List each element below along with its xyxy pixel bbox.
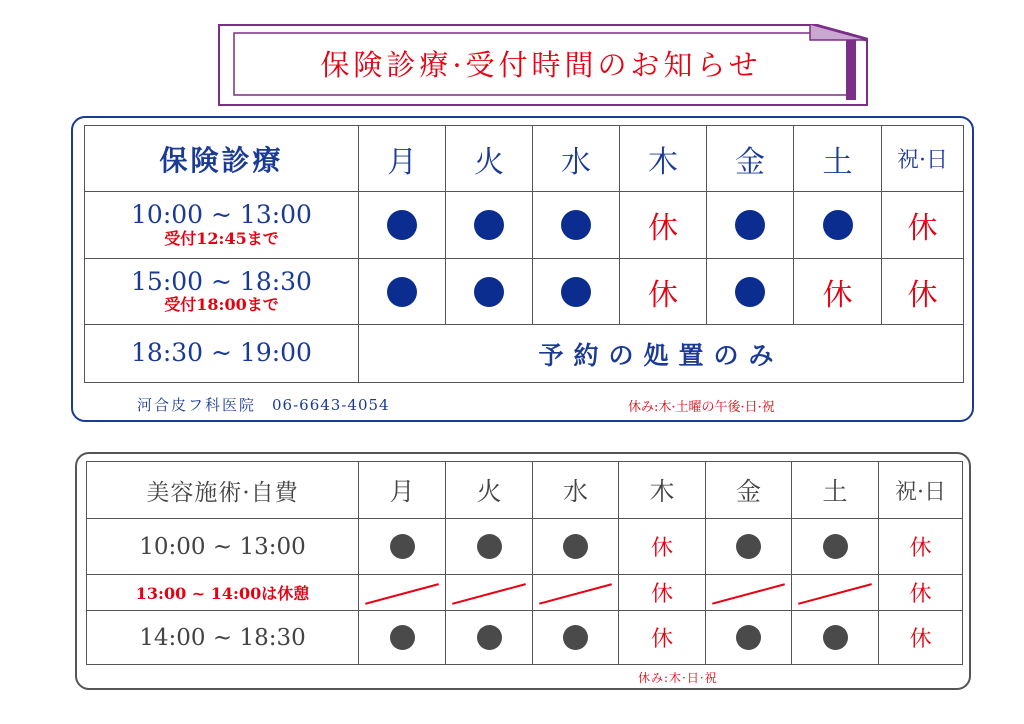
status-cell	[792, 575, 879, 611]
clinic-name: 河合皮フ科医院	[137, 396, 257, 414]
day-thu: 木	[620, 126, 707, 192]
status-cell	[533, 611, 619, 665]
open-dot-icon	[390, 534, 415, 559]
status-cell	[794, 192, 882, 259]
time-range: 10:00 ~ 13:00	[87, 519, 359, 575]
time-slot	[85, 259, 359, 325]
open-dot-icon	[563, 534, 588, 559]
closed-label: 休	[822, 277, 853, 313]
clinic-phone: 06-6643-4054	[272, 396, 390, 414]
open-dot-icon	[823, 534, 848, 559]
open-dot-icon	[390, 625, 415, 650]
status-cell	[707, 192, 794, 259]
day-sat: 土	[794, 126, 882, 192]
closed-label: 休	[909, 582, 932, 607]
day-fri: 金	[706, 462, 792, 519]
status-cell	[879, 519, 963, 575]
notice-banner	[218, 24, 868, 106]
status-cell	[533, 519, 619, 575]
open-dot-icon	[563, 625, 588, 650]
open-dot-icon	[736, 625, 761, 650]
status-cell	[792, 611, 879, 665]
closed-label: 休	[907, 211, 938, 246]
closed-label: 休	[648, 277, 678, 313]
beauty-header-row	[87, 462, 963, 519]
insurance-holiday-note: 休み:木·土曜の午後·日·祝	[628, 400, 775, 415]
reception-note: 受付12:45まで	[164, 228, 279, 248]
closed-label: 休	[650, 582, 673, 607]
closed-label: 休	[650, 627, 673, 652]
open-dot-icon	[477, 534, 502, 559]
status-cell	[359, 192, 446, 259]
status-cell	[620, 259, 707, 325]
closed-label: 休	[909, 536, 932, 561]
time-range: 18:30 ~ 19:00	[85, 325, 359, 383]
time-slot	[85, 192, 359, 259]
status-cell	[879, 575, 963, 611]
reception-note: 受付18:00まで	[164, 295, 279, 315]
day-sat: 土	[792, 462, 879, 519]
beauty-row-break	[87, 575, 963, 611]
break-time-label: 13:00 ~ 14:00は休憩	[87, 575, 359, 611]
status-cell	[359, 519, 446, 575]
open-dot-icon	[823, 210, 853, 240]
banner-title: 保険診療·受付時間のお知らせ	[320, 47, 762, 82]
insurance-header-row	[85, 126, 964, 192]
day-fri: 金	[707, 126, 794, 192]
beauty-row-afternoon	[87, 611, 963, 665]
closed-label: 休	[650, 536, 673, 561]
status-cell	[446, 575, 533, 611]
insurance-schedule-table	[84, 125, 964, 383]
day-wed: 水	[533, 126, 620, 192]
beauty-title: 美容施術·自費	[87, 462, 359, 519]
status-cell	[792, 519, 879, 575]
time-range: 14:00 ~ 18:30	[87, 611, 359, 665]
open-dot-icon	[387, 210, 417, 240]
status-cell	[446, 519, 533, 575]
status-cell	[794, 259, 882, 325]
insurance-row-evening	[85, 325, 964, 383]
open-dot-icon	[823, 625, 848, 650]
open-dot-icon	[387, 277, 417, 307]
break-slash-icon	[539, 583, 612, 604]
break-slash-icon	[365, 583, 439, 605]
status-cell	[446, 611, 533, 665]
status-cell	[446, 192, 533, 259]
open-dot-icon	[735, 210, 765, 240]
insurance-title: 保険診療	[85, 126, 359, 192]
open-dot-icon	[561, 277, 591, 307]
open-dot-icon	[735, 277, 765, 307]
status-cell	[533, 259, 620, 325]
day-wed: 水	[533, 462, 619, 519]
open-dot-icon	[736, 534, 761, 559]
open-dot-icon	[474, 277, 504, 307]
day-tue: 火	[446, 462, 533, 519]
closed-label: 休	[907, 277, 938, 313]
insurance-row-morning	[85, 192, 964, 259]
break-slash-icon	[452, 583, 526, 605]
open-dot-icon	[474, 210, 504, 240]
status-cell	[882, 192, 964, 259]
closed-label: 休	[909, 627, 932, 652]
break-slash-icon	[798, 583, 872, 605]
status-cell	[619, 575, 706, 611]
break-slash-icon	[712, 583, 785, 604]
status-cell	[879, 611, 963, 665]
status-cell	[359, 259, 446, 325]
status-cell	[706, 575, 792, 611]
status-cell	[446, 259, 533, 325]
status-cell	[533, 575, 619, 611]
open-dot-icon	[477, 625, 502, 650]
beauty-row-morning	[87, 519, 963, 575]
insurance-row-afternoon	[85, 259, 964, 325]
beauty-holiday-note: 休み:木·日·祝	[638, 671, 718, 685]
status-cell	[707, 259, 794, 325]
status-cell	[359, 575, 446, 611]
day-mon: 月	[359, 126, 446, 192]
day-thu: 木	[619, 462, 706, 519]
time-range: 15:00 ~ 18:30	[131, 266, 312, 296]
status-cell	[533, 192, 620, 259]
time-range: 10:00 ~ 13:00	[131, 200, 312, 230]
appointment-only-note: 予約の処置のみ	[359, 325, 964, 383]
open-dot-icon	[561, 210, 591, 240]
day-tue: 火	[446, 126, 533, 192]
status-cell	[882, 259, 964, 325]
status-cell	[359, 611, 446, 665]
day-holiday: 祝·日	[879, 462, 963, 519]
clinic-info	[137, 394, 390, 415]
status-cell	[706, 519, 792, 575]
status-cell	[619, 611, 706, 665]
status-cell	[706, 611, 792, 665]
beauty-schedule-table	[86, 461, 963, 665]
closed-label: 休	[648, 211, 678, 246]
day-mon: 月	[359, 462, 446, 519]
day-holiday: 祝·日	[882, 126, 964, 192]
status-cell	[620, 192, 707, 259]
status-cell	[619, 519, 706, 575]
